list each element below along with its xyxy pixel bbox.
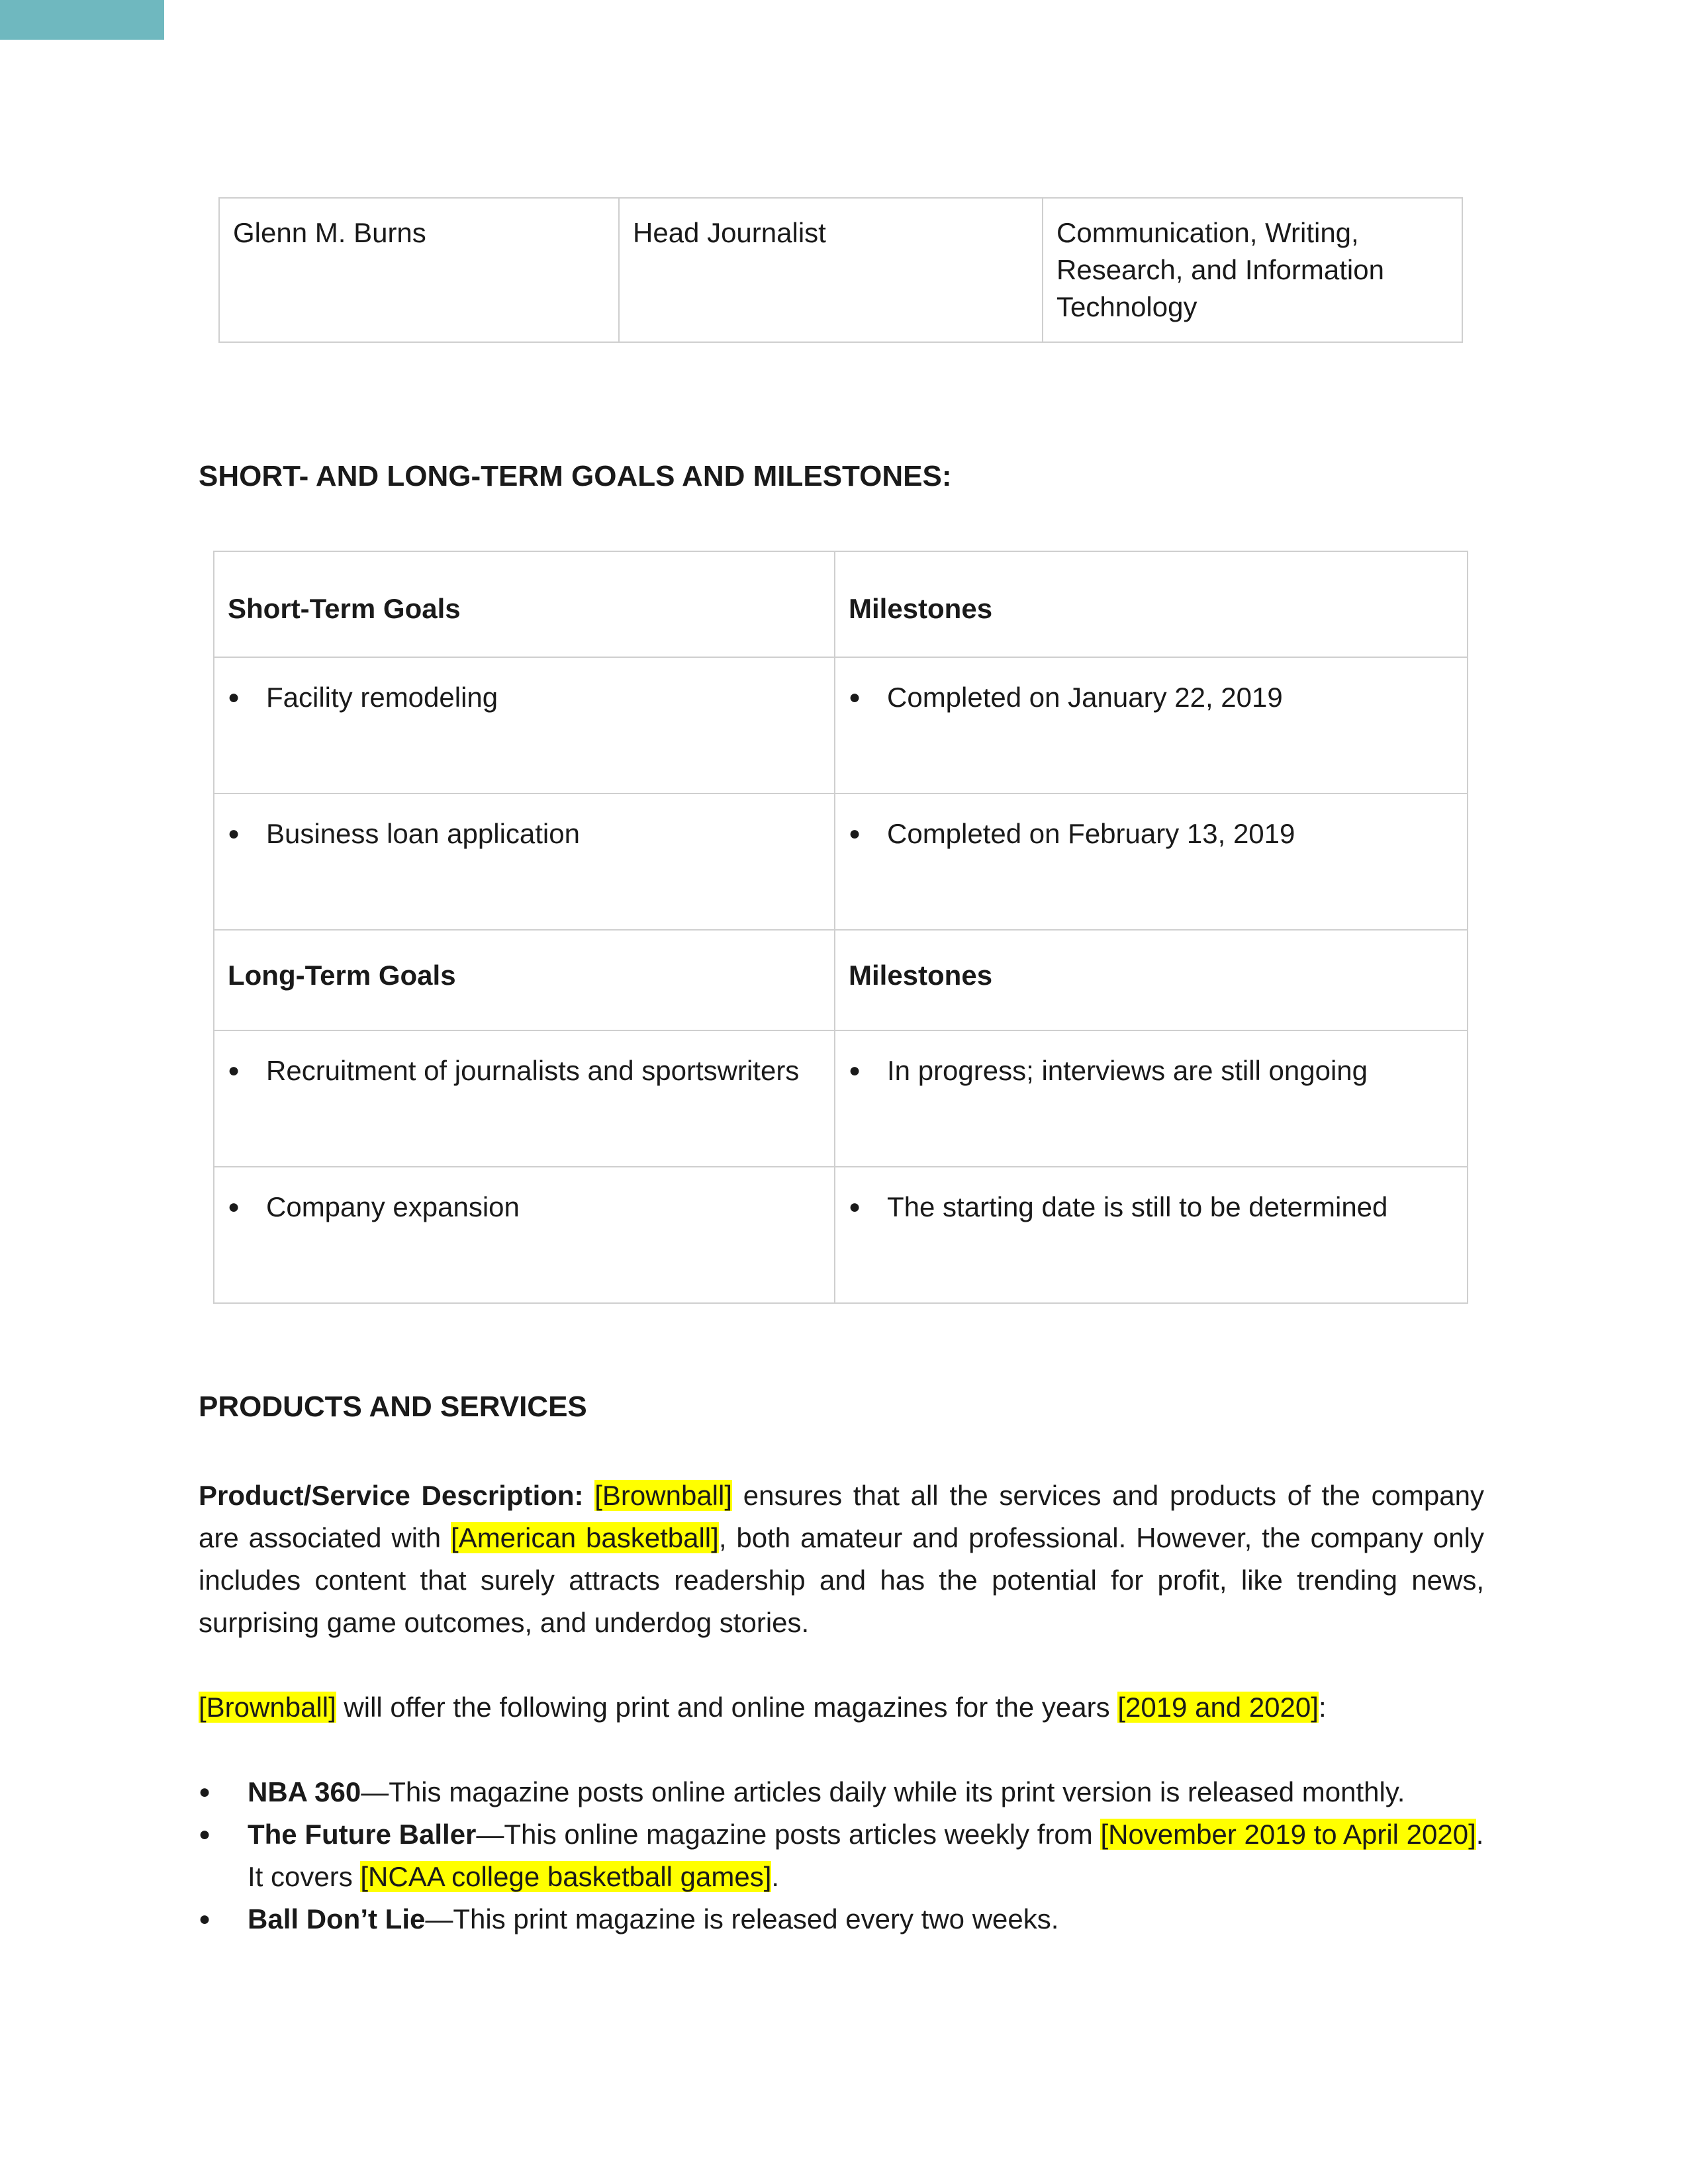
goals-heading: SHORT- AND LONG-TERM GOALS AND MILESTONES: <box>199 460 952 492</box>
bullet-icon: ● <box>849 686 861 708</box>
bullet-icon: ● <box>228 686 240 708</box>
bullet-icon: ● <box>228 1060 240 1081</box>
table-row <box>214 1030 1468 1167</box>
goal-text: Recruitment of journalists and sportswriters <box>266 1055 800 1086</box>
magazine-title: The Future Baller <box>248 1819 477 1850</box>
goals-table <box>213 551 1468 1304</box>
magazine-list <box>199 1771 1484 1940</box>
team-member-skills: Communication, Writing, Research, and Information Technology <box>1043 198 1462 342</box>
milestone-text: In progress; interviews are still ongoing <box>887 1055 1368 1086</box>
bullet-icon: ● <box>849 1060 861 1081</box>
magazine-description-end: . <box>771 1861 780 1892</box>
goal-text: Business loan application <box>266 818 580 849</box>
short-term-header-row <box>214 551 1468 657</box>
list-item <box>199 1813 1484 1898</box>
description-text-continued: , both amateur and professional. However, the company only includes content that surely attracts readership and has the potential for profit, like trending news, surprising game outcomes, and underdog stories. <box>199 1522 1484 1638</box>
team-row <box>219 198 1462 342</box>
table-row <box>214 1167 1468 1303</box>
table-row <box>214 794 1468 930</box>
bullet-icon: ● <box>228 1196 240 1218</box>
bullet-icon: ● <box>199 1908 211 1930</box>
magazine-description-continued: . It covers <box>248 1819 1484 1892</box>
offer-end: : <box>1318 1692 1327 1723</box>
highlight-years: [2019 and 2020] <box>1117 1692 1319 1723</box>
long-term-header-row <box>214 930 1468 1030</box>
magazine-description: —This online magazine posts articles weekly from <box>476 1819 1101 1850</box>
list-item <box>199 1771 1484 1813</box>
highlight-coverage: [NCAA college basketball games] <box>360 1861 772 1892</box>
short-term-goals-header: Short-Term Goals <box>214 551 835 657</box>
bullet-icon: ● <box>849 1196 861 1218</box>
offer-paragraph <box>199 1686 1484 1729</box>
magazine-title: NBA 360 <box>248 1776 361 1807</box>
bullet-icon: ● <box>199 1781 211 1803</box>
offer-text: will offer the following print and online magazines for the years <box>336 1692 1118 1723</box>
highlight-company-name: [Brownball] <box>594 1480 733 1511</box>
corner-accent-tab <box>0 0 164 40</box>
magazine-title: Ball Don’t Lie <box>248 1903 426 1934</box>
highlight-date-range: [November 2019 to April 2020] <box>1100 1819 1476 1850</box>
team-member-role: Head Journalist <box>619 198 1043 342</box>
description-text: ensures that all the services and products of the company are associated with <box>199 1480 1484 1553</box>
milestone-text: Completed on January 22, 2019 <box>887 682 1283 713</box>
short-term-milestones-header: Milestones <box>835 551 1468 657</box>
long-term-goals-header: Long-Term Goals <box>214 930 835 1030</box>
product-description-paragraph <box>199 1475 1484 1644</box>
long-term-milestones-header: Milestones <box>835 930 1468 1030</box>
magazine-description: —This print magazine is released every two weeks. <box>425 1903 1059 1934</box>
highlight-company-name: [Brownball] <box>199 1692 336 1723</box>
product-description-label: Product/Service Description: <box>199 1480 595 1511</box>
milestone-text: Completed on February 13, 2019 <box>887 818 1295 849</box>
table-row <box>214 657 1468 794</box>
highlight-sport: [American basketball] <box>451 1522 719 1553</box>
team-table <box>218 197 1463 343</box>
bullet-icon: ● <box>228 823 240 844</box>
list-item <box>199 1898 1484 1940</box>
team-member-name: Glenn M. Burns <box>219 198 619 342</box>
products-heading: PRODUCTS AND SERVICES <box>199 1390 587 1423</box>
goal-text: Facility remodeling <box>266 682 498 713</box>
bullet-icon: ● <box>199 1823 211 1845</box>
goal-text: Company expansion <box>266 1191 520 1222</box>
magazine-description: —This magazine posts online articles daily while its print version is released monthly. <box>361 1776 1405 1807</box>
bullet-icon: ● <box>849 823 861 844</box>
milestone-text: The starting date is still to be determined <box>887 1191 1388 1222</box>
